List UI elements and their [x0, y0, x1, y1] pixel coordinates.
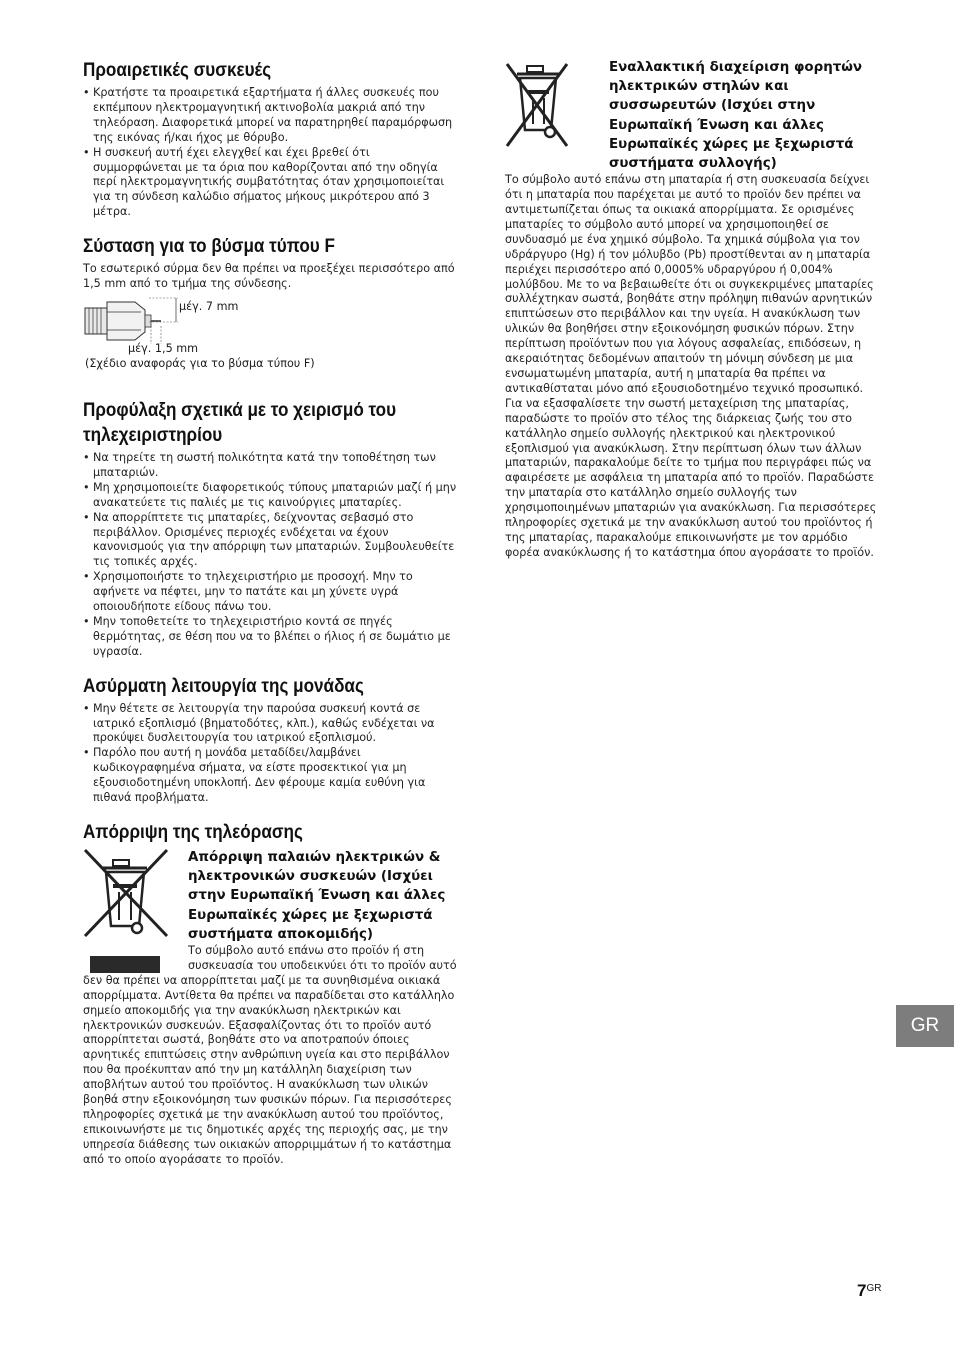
section-title: Ασύρματη λειτουργία της μονάδας [83, 675, 364, 697]
list-item: • Να απορρίπτετε τις μπαταρίες, δείχνοντας σεβασμό στο περιβάλλον. Ορισμένες περιοχές ενδέχεται να έχουν κανονισμούς για την απόρριψη των μπαταριών. Συμβουλευθείτε τις τοπικές αρχές. [83, 511, 461, 571]
crossed-out-wheelie-bin-icon [505, 58, 569, 150]
section-tv-disposal [83, 820, 461, 1168]
bullet-list [83, 702, 461, 806]
f-connector-figure [83, 296, 461, 384]
section-remote-control [83, 398, 461, 660]
battery-header [505, 58, 883, 173]
f-connector-diagram [83, 296, 183, 346]
list-item: • Παρόλο που αυτή η μονάδα μεταδίδει/λαμβάνει κωδικογραφημένα σήματα, να είστε προσεκτικοί για μη εξουσιοδοτημένη υποκλοπή. Δεν φέρουμε καμία ευθύνη για πιθανά προβλήματα. [83, 746, 461, 806]
max-7mm-label: μέγ. 7 mm [179, 299, 239, 313]
page-number [857, 1281, 881, 1301]
max-1-5mm-label: μέγ. 1,5 mm [128, 341, 199, 355]
left-column [83, 58, 461, 1182]
battery-section-title: Εναλλακτική διαχείριση φορητών ηλεκτρικών στηλών και συσσωρευτών (Ισχύει στην Ευρωπαϊκή Ένωση και άλλες Ευρωπαϊκές χώρες με ξεχωριστά συστήματα συλλογής) [609, 60, 863, 172]
figure-caption: (Σχέδιο αναφοράς για το βύσμα τύπου F) [85, 356, 315, 370]
bullet-list [83, 451, 461, 660]
weee-bar [90, 956, 160, 973]
list-item: • Μη χρησιμοποιείτε διαφορετικούς τύπους μπαταριών μαζί ή μην ανακατεύετε τις παλιές με τις καινούργιες μπαταρίες. [83, 481, 461, 511]
section-title: Προαιρετικές συσκευές [83, 60, 272, 81]
weee-block [83, 848, 461, 1168]
list-item: • Μην τοποθετείτε το τηλεχειριστήριο κοντά σε πηγές θερμότητας, σε θέση που να το βλέπει ο ήλιος ή σε δωμάτιο με υγρασία. [83, 615, 461, 660]
list-item: • Μην θέτετε σε λειτουργία την παρούσα συσκευή κοντά σε ιατρικό εξοπλισμό (βηματοδότες, κλπ.), καθώς ενδέχεται να προκύψει δυσλειτουργία του ιατρικού εξοπλισμού. [83, 702, 461, 747]
language-tab: GR [896, 1005, 954, 1047]
section-f-plug [83, 234, 461, 384]
crossed-out-wheelie-bin-icon [83, 848, 181, 946]
page-number-suffix: GR [866, 1283, 882, 1294]
section-wireless [83, 674, 461, 806]
battery-weee-symbol [505, 58, 609, 173]
section-title: Προφύλαξη σχετικά με το χειρισμό του τηλεχειριστηρίου [83, 399, 397, 446]
right-column [505, 58, 883, 561]
section-optional-devices [83, 58, 461, 220]
section-title: Απόρριψη της τηλεόρασης [83, 822, 303, 843]
subsection-title: Απόρριψη παλαιών ηλεκτρικών & ηλεκτρονικών συσκευών (Ισχύει στην Ευρωπαϊκή Ένωση και άλλες Ευρωπαϊκές χώρες με ξεχωριστά συστήματα αποκομιδής) [188, 850, 446, 942]
page-number-value: 7 [857, 1281, 867, 1300]
list-item: • Χρησιμοποιήστε το τηλεχειριστήριο με προσοχή. Μην το αφήνετε να πέφτει, μην το πατάτε και μη χύνετε υγρά οποιουδήποτε είδους πάνω του. [83, 570, 461, 615]
section-title: Σύσταση για το βύσμα τύπου F [83, 236, 335, 258]
bullet-list [83, 86, 461, 220]
paragraph: Το σύμβολο αυτό επάνω στη μπαταρία ή στη συσκευασία δείχνει ότι η μπαταρία που παρέχεται με αυτό το προϊόν δεν πρέπει να αντιμετωπίζεται όπως τα οικιακά απορρίμματα. Σε ορισμένες μπαταρίες το σύμβολο αυτό μπορεί να χρησιμοποιηθεί σε συνδυασμό με ένα χημικό σύμβολο. Τα χημικά σύμβολα για τον υδράργυρο (Hg) ή τον μόλυβδο (Pb) προστίθενται αν η μπαταρία περιέχει περισσότερο από 0,0005% υδραργύρου ή 0,004% μολύβδου. Με το να βεβαιωθείτε ότι οι συγκεκριμένες μπαταρίες συλλέχτηκαν σωστά, βοηθάτε στην πρόληψη πιθανών αρνητικών επιπτώσεων στο περιβάλλον και την υγεία. Η ανακύκλωση των υλικών θα βοηθήσει στην εξοικονόμηση φυσικών πόρων. Στην περίπτωση προϊόντων που για λόγους ασφαλείας, επιδόσεων, η ακεραιότητας δεδομένων απαιτούν τη μόνιμη σύνδεση με μια ενσωματωμένη μπαταρία, αυτή η μπαταρία θα πρέπει να αντικαθίσταται μόνο από εξουσιοδοτημένο τεχνικό προσωπικό. Για να εξασφαλίσετε την σωστή μεταχείριση της μπαταρίας, παραδώστε το προϊόν στο τέλος της διάρκειας ζωής του στο κατάλληλο σημείο συλλογής ηλεκτρικού και ηλεκτρονικού εξοπλισμού για ανακύκλωση. Στην περίπτωση όλων των άλλων μπαταριών, παρακαλούμε δείτε το τμήμα που περιγράφει πώς να αφαιρέσετε με ασφάλεια τη μπαταρία από το προϊόν. Παραδώστε την μπαταρία στο κατάλληλο σημείο συλλογής των χρησιμοποιημένων μπαταριών για ανακύκλωση. Για περισσότερες πληροφορίες σχετικά με την ανακύκλωση αυτού του προϊόντος ή της μπαταρίας, παρακαλούμε επικοινωνήστε με τον αρμόδιο φορέα ανακύκλωσης ή το κατάστημα όπου αγοράσατε το προϊόν. [505, 173, 877, 559]
list-item: • Κρατήστε τα προαιρετικά εξαρτήματα ή άλλες συσκευές που εκπέμπουν ηλεκτρομαγνητική ακτινοβολία μακριά από την τηλεόραση. Διαφορετικά μπορεί να παρατηρηθεί παραμόρφωση της εικόνας ή/και ήχος με θόρυβο. [83, 86, 461, 146]
list-item: • Να τηρείτε τη σωστή πολικότητα κατά την τοποθέτηση των μπαταριών. [83, 451, 461, 481]
list-item: • Η συσκευή αυτή έχει ελεγχθεί και έχει βρεθεί ότι συμμορφώνεται με τα όρια που καθορίζονται από την οδηγία περί ηλεκτρομαγνητικής συμβατότητας όταν χρησιμοποιείται για τη σύνδεση καλώδιο σήματος μήκους μικρότερου από 3 μέτρα. [83, 146, 461, 221]
paragraph: Το σύμβολο αυτό επάνω στο προϊόν ή στη συσκευασία του υποδεικνύει ότι το προϊόν αυτό δεν θα πρέπει να απορρίπτεται μαζί με τα συνηθισμένα οικιακά απορρίμματα. Αντίθετα θα πρέπει να παραδίδεται στο κατάλληλο σημείο αποκομιδής για την ανακύκλωση ηλεκτρικών και ηλεκτρονικών συσκευών. Εξασφαλίζοντας ότι το προϊόν αυτό απορρίπτεται σωστά, βοηθάτε στο να αποτραπούν όποιες αρνητικές επιπτώσεις στην ανθρώπινη υγεία και στο περιβάλλον που θα προέκυπταν από την μη κατάλληλη διαχείριση των αποβλήτων αυτού του προϊόντος. Η ανακύκλωση των υλικών βοηθά στην εξοικονόμηση των φυσικών πόρων. Για περισσότερες πληροφορίες σχετικά με την ανακύκλωση αυτού του προϊόντος, επικοινωνήστε με τις δημοτικές αρχές της περιοχής σας, με την υπηρεσία διάθεσης των οικιακών απορριμμάτων ή το κατάστημα από το οποίο αγοράσατε το προϊόν. [83, 944, 457, 1166]
weee-symbol [83, 848, 181, 973]
paragraph: Το εσωτερικό σύρμα δεν θα πρέπει να προεξέχει περισσότερο από 1,5 mm από το τμήμα της σύνδεσης. [83, 262, 455, 291]
